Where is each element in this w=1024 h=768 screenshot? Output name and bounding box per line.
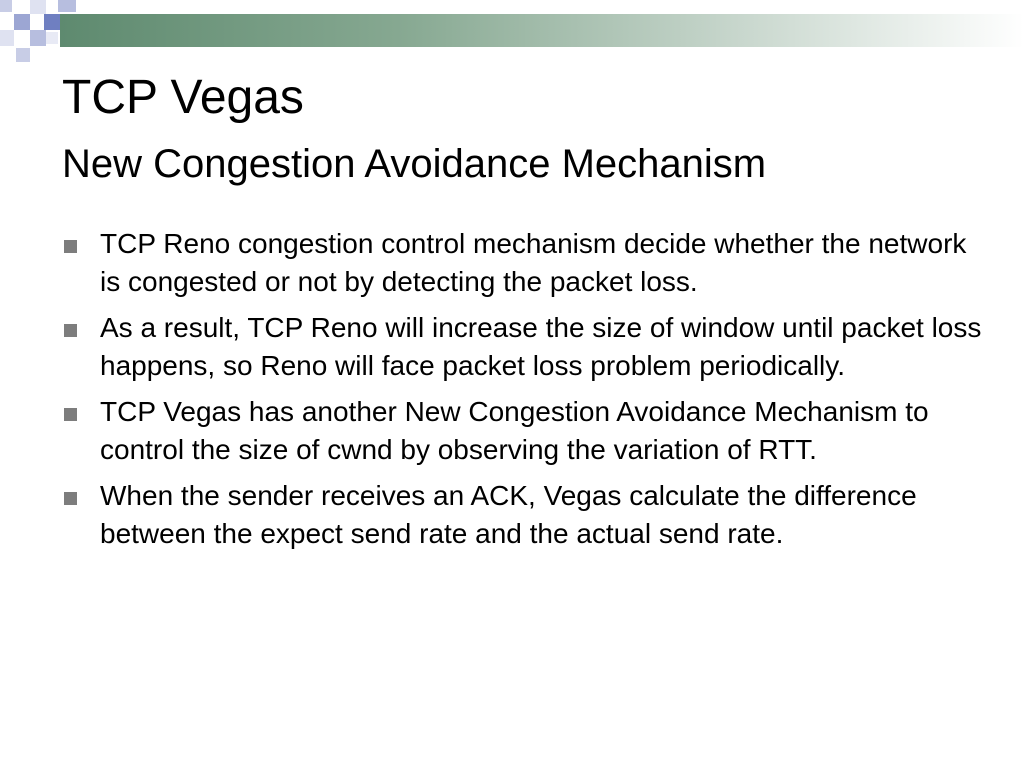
decor-square (46, 32, 58, 44)
bullet-list (62, 225, 982, 561)
decor-square (0, 0, 12, 12)
header-gradient-bar (60, 14, 1024, 47)
square-bullet-icon (64, 492, 77, 505)
bullet-text: TCP Vegas has another New Congestion Avoidance Mechanism to control the size of cwnd by observing the variation of RTT. (100, 396, 929, 465)
slide-title: TCP Vegas (62, 71, 304, 124)
decor-square (44, 14, 60, 30)
slide-subtitle: New Congestion Avoidance Mechanism (62, 142, 767, 186)
decor-square (0, 30, 14, 46)
decor-square (14, 14, 30, 30)
bullet-item (62, 225, 982, 301)
bullet-item (62, 309, 982, 385)
square-bullet-icon (64, 324, 77, 337)
bullet-item (62, 393, 982, 469)
square-bullet-icon (64, 240, 77, 253)
bullet-text: TCP Reno congestion control mechanism decide whether the network is congested or not by detecting the packet loss. (100, 228, 967, 297)
bullet-text: When the sender receives an ACK, Vegas calculate the difference between the expect send rate and the actual send rate. (100, 480, 917, 549)
decor-square (30, 30, 46, 46)
decor-square (16, 48, 30, 62)
bullet-item (62, 477, 982, 553)
decor-square (30, 0, 46, 14)
square-bullet-icon (64, 408, 77, 421)
decor-square (58, 0, 76, 12)
bullet-text: As a result, TCP Reno will increase the size of window until packet loss happens, so Reno will face packet loss problem periodically. (100, 312, 982, 381)
